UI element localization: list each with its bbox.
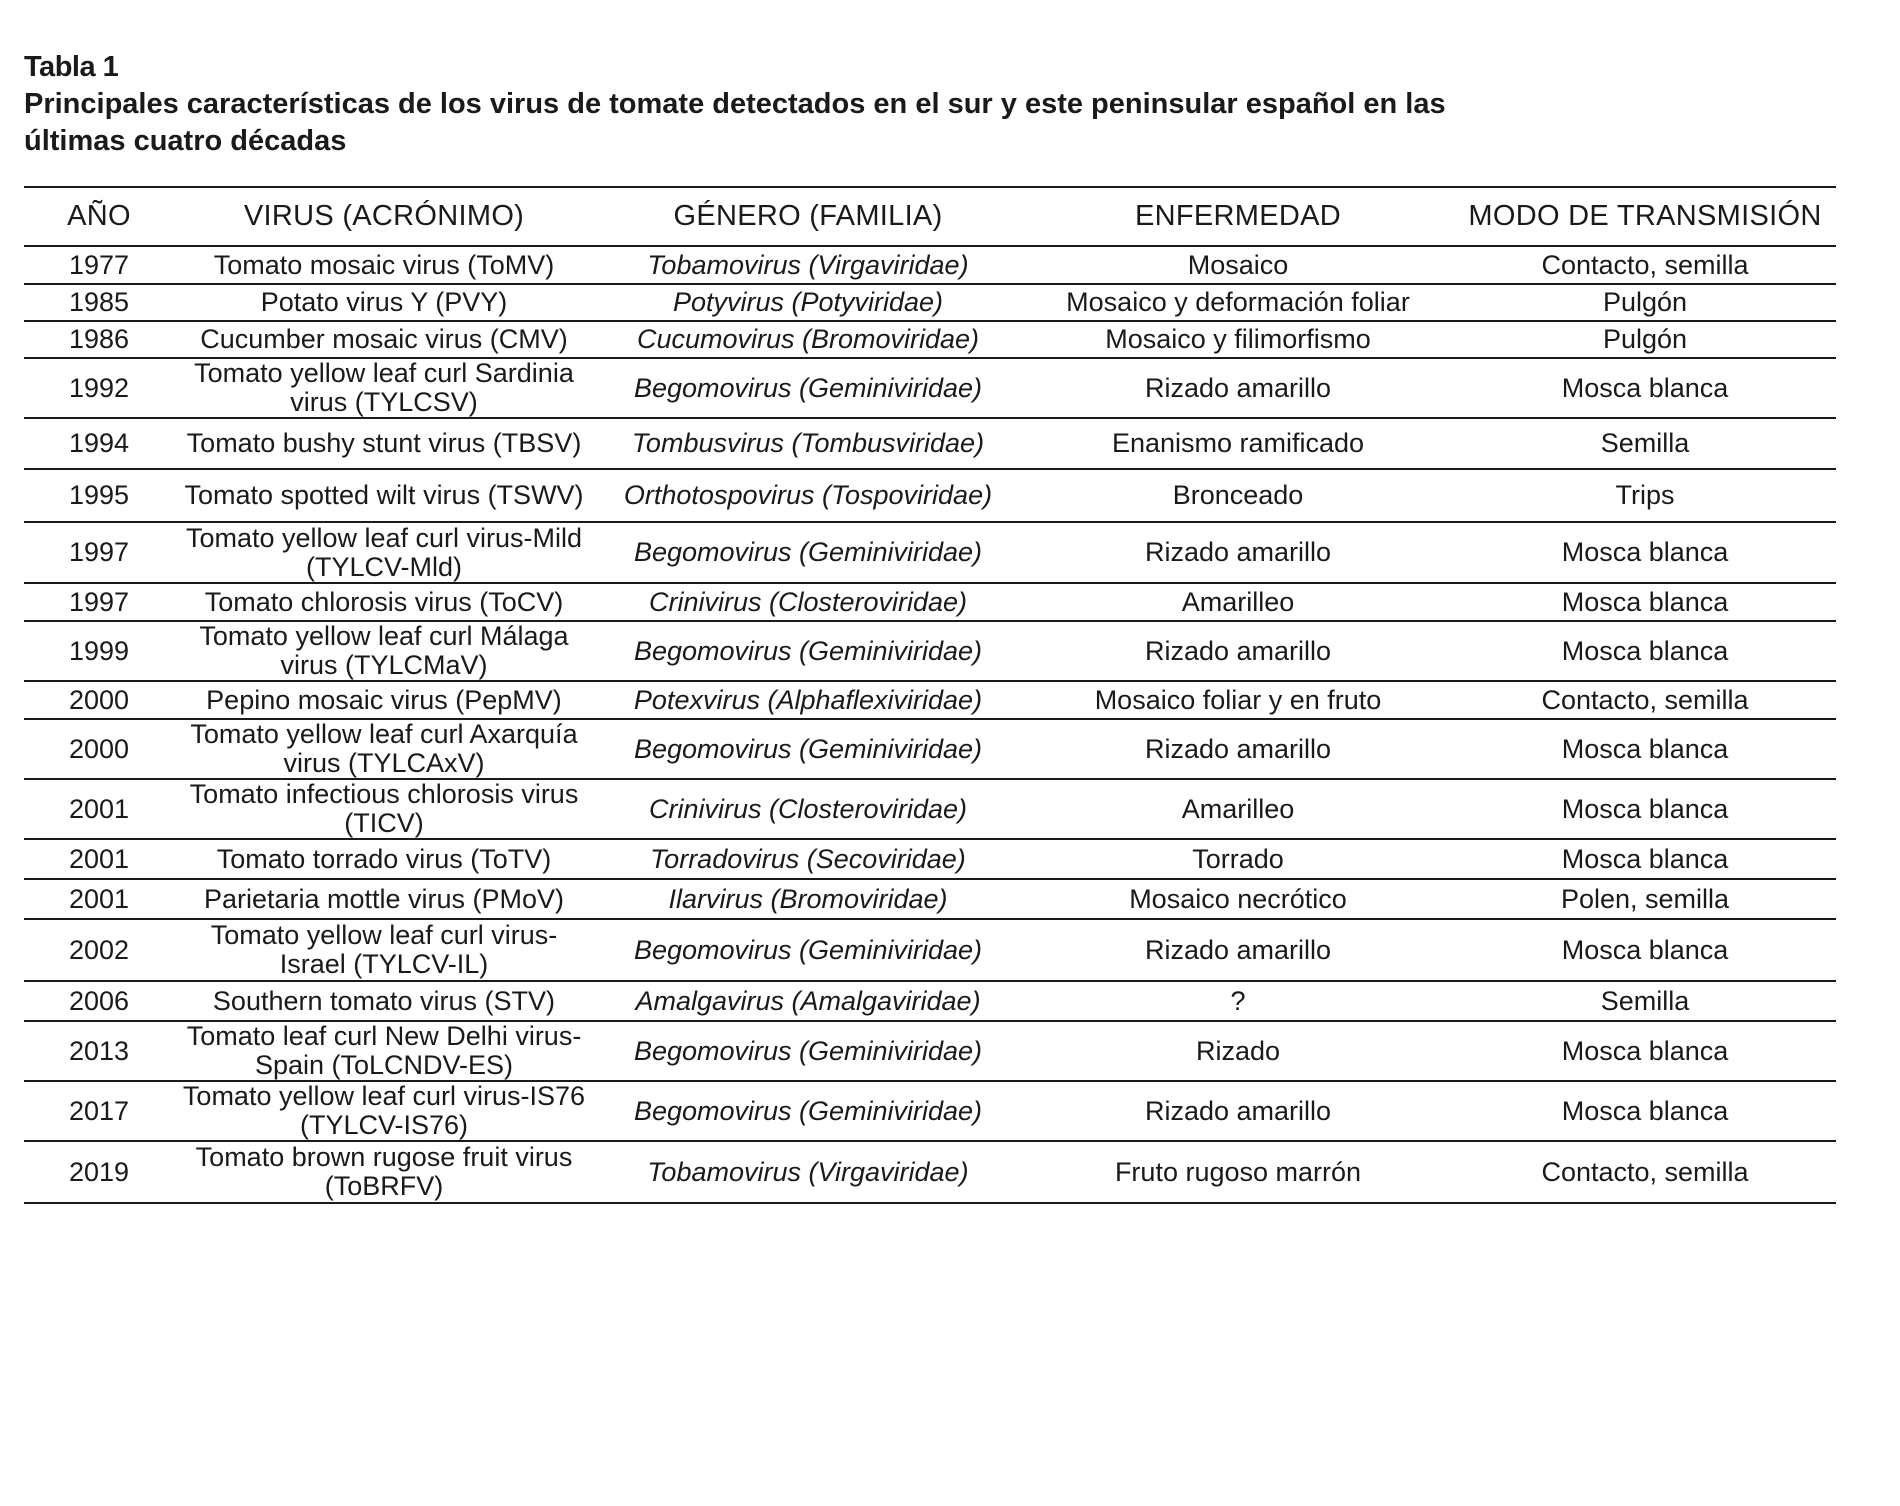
disease-cell: Amarilleo (1022, 779, 1454, 839)
genus-cell: Begomovirus (Geminiviridae) (594, 522, 1022, 583)
transmission-cell: Mosca blanca (1454, 1081, 1836, 1141)
header-transmission: MODO DE TRANSMISIÓN (1454, 187, 1836, 246)
disease-cell: Rizado amarillo (1022, 358, 1454, 418)
transmission-cell: Mosca blanca (1454, 779, 1836, 839)
virus-cell: Potato virus Y (PVY) (174, 284, 594, 321)
year-cell: 1995 (24, 469, 174, 522)
transmission-cell: Mosca blanca (1454, 621, 1836, 681)
year-cell: 2017 (24, 1081, 174, 1141)
year-cell: 2013 (24, 1021, 174, 1081)
year-cell: 1994 (24, 418, 174, 469)
transmission-cell: Mosca blanca (1454, 839, 1836, 879)
virus-cell: Tomato mosaic virus (ToMV) (174, 246, 594, 284)
table-row (24, 1081, 1836, 1141)
virus-cell: Cucumber mosaic virus (CMV) (174, 321, 594, 358)
table-row (24, 719, 1836, 779)
transmission-cell: Trips (1454, 469, 1836, 522)
year-cell: 2001 (24, 779, 174, 839)
virus-cell: Tomato yellow leaf curl Sardinia virus (TYLCSV) (174, 358, 594, 418)
disease-cell: Rizado amarillo (1022, 719, 1454, 779)
genus-cell: Cucumovirus (Bromoviridae) (594, 321, 1022, 358)
header-virus: VIRUS (ACRÓNIMO) (174, 187, 594, 246)
genus-cell: Orthotospovirus (Tospoviridae) (594, 469, 1022, 522)
table-row (24, 981, 1836, 1021)
virus-cell: Tomato infectious chlorosis virus (TICV) (174, 779, 594, 839)
virus-cell: Tomato yellow leaf curl Axarquía virus (TYLCAxV) (174, 719, 594, 779)
year-cell: 1985 (24, 284, 174, 321)
year-cell: 1986 (24, 321, 174, 358)
transmission-cell: Polen, semilla (1454, 879, 1836, 919)
transmission-cell: Mosca blanca (1454, 1021, 1836, 1081)
virus-cell: Tomato spotted wilt virus (TSWV) (174, 469, 594, 522)
table-row (24, 418, 1836, 469)
header-row (24, 187, 1836, 246)
disease-cell: Rizado amarillo (1022, 1081, 1454, 1141)
virus-cell: Tomato leaf curl New Delhi virus-Spain (ToLCNDV-ES) (174, 1021, 594, 1081)
transmission-cell: Mosca blanca (1454, 583, 1836, 621)
disease-cell: Rizado amarillo (1022, 621, 1454, 681)
transmission-cell: Mosca blanca (1454, 358, 1836, 418)
year-cell: 1992 (24, 358, 174, 418)
year-cell: 1997 (24, 583, 174, 621)
year-cell: 2001 (24, 839, 174, 879)
genus-cell: Potyvirus (Potyviridae) (594, 284, 1022, 321)
genus-cell: Begomovirus (Geminiviridae) (594, 719, 1022, 779)
virus-cell: Tomato yellow leaf curl Málaga virus (TYLCMaV) (174, 621, 594, 681)
transmission-cell: Mosca blanca (1454, 719, 1836, 779)
transmission-cell: Pulgón (1454, 321, 1836, 358)
year-cell: 1997 (24, 522, 174, 583)
virus-table (24, 186, 1836, 1204)
transmission-cell: Mosca blanca (1454, 919, 1836, 981)
transmission-cell: Semilla (1454, 418, 1836, 469)
genus-cell: Begomovirus (Geminiviridae) (594, 621, 1022, 681)
virus-cell: Tomato brown rugose fruit virus (ToBRFV) (174, 1141, 594, 1203)
transmission-cell: Contacto, semilla (1454, 681, 1836, 719)
table-row (24, 1141, 1836, 1203)
genus-cell: Crinivirus (Closteroviridae) (594, 583, 1022, 621)
genus-cell: Begomovirus (Geminiviridae) (594, 1081, 1022, 1141)
table-row (24, 919, 1836, 981)
transmission-cell: Contacto, semilla (1454, 1141, 1836, 1203)
disease-cell: Rizado (1022, 1021, 1454, 1081)
genus-cell: Begomovirus (Geminiviridae) (594, 358, 1022, 418)
genus-cell: Potexvirus (Alphaflexiviridae) (594, 681, 1022, 719)
disease-cell: Enanismo ramificado (1022, 418, 1454, 469)
virus-cell: Pepino mosaic virus (PepMV) (174, 681, 594, 719)
table-row (24, 839, 1836, 879)
virus-cell: Tomato bushy stunt virus (TBSV) (174, 418, 594, 469)
transmission-cell: Contacto, semilla (1454, 246, 1836, 284)
disease-cell: Rizado amarillo (1022, 522, 1454, 583)
table-row (24, 321, 1836, 358)
disease-cell: Torrado (1022, 839, 1454, 879)
table-row (24, 522, 1836, 583)
table-row (24, 358, 1836, 418)
disease-cell: Amarilleo (1022, 583, 1454, 621)
virus-cell: Southern tomato virus (STV) (174, 981, 594, 1021)
virus-cell: Tomato torrado virus (ToTV) (174, 839, 594, 879)
table-row (24, 621, 1836, 681)
year-cell: 2001 (24, 879, 174, 919)
table-body (24, 246, 1836, 1203)
virus-cell: Tomato yellow leaf curl virus-Mild (TYLCV-Mld) (174, 522, 594, 583)
header-year: AÑO (24, 187, 174, 246)
header-disease: ENFERMEDAD (1022, 187, 1454, 246)
virus-cell: Parietaria mottle virus (PMoV) (174, 879, 594, 919)
disease-cell: ? (1022, 981, 1454, 1021)
table-label: Tabla 1 (24, 51, 119, 83)
genus-cell: Torradovirus (Secoviridae) (594, 839, 1022, 879)
disease-cell: Mosaico necrótico (1022, 879, 1454, 919)
year-cell: 2019 (24, 1141, 174, 1203)
disease-cell: Mosaico y deformación foliar (1022, 284, 1454, 321)
year-cell: 2006 (24, 981, 174, 1021)
disease-cell: Rizado amarillo (1022, 919, 1454, 981)
table-row (24, 779, 1836, 839)
genus-cell: Begomovirus (Geminiviridae) (594, 919, 1022, 981)
table-caption: Principales características de los virus de tomate detectados en el sur y este peninsular español en las últimas cuatro décadas (24, 88, 1446, 157)
disease-cell: Mosaico y filimorfismo (1022, 321, 1454, 358)
year-cell: 2000 (24, 719, 174, 779)
year-cell: 1977 (24, 246, 174, 284)
table-row (24, 284, 1836, 321)
virus-cell: Tomato yellow leaf curl virus-Israel (TYLCV-IL) (174, 919, 594, 981)
table-row (24, 246, 1836, 284)
transmission-cell: Semilla (1454, 981, 1836, 1021)
year-cell: 2002 (24, 919, 174, 981)
transmission-cell: Mosca blanca (1454, 522, 1836, 583)
table-row (24, 879, 1836, 919)
genus-cell: Tombusvirus (Tombusviridae) (594, 418, 1022, 469)
disease-cell: Mosaico foliar y en fruto (1022, 681, 1454, 719)
table-row (24, 681, 1836, 719)
transmission-cell: Pulgón (1454, 284, 1836, 321)
genus-cell: Amalgavirus (Amalgaviridae) (594, 981, 1022, 1021)
genus-cell: Begomovirus (Geminiviridae) (594, 1021, 1022, 1081)
table-row (24, 1021, 1836, 1081)
virus-cell: Tomato yellow leaf curl virus-IS76 (TYLCV-IS76) (174, 1081, 594, 1141)
disease-cell: Bronceado (1022, 469, 1454, 522)
genus-cell: Ilarvirus (Bromoviridae) (594, 879, 1022, 919)
table-row (24, 583, 1836, 621)
table-row (24, 469, 1836, 522)
year-cell: 2000 (24, 681, 174, 719)
genus-cell: Tobamovirus (Virgaviridae) (594, 1141, 1022, 1203)
genus-cell: Tobamovirus (Virgaviridae) (594, 246, 1022, 284)
genus-cell: Crinivirus (Closteroviridae) (594, 779, 1022, 839)
virus-cell: Tomato chlorosis virus (ToCV) (174, 583, 594, 621)
disease-cell: Mosaico (1022, 246, 1454, 284)
year-cell: 1999 (24, 621, 174, 681)
disease-cell: Fruto rugoso marrón (1022, 1141, 1454, 1203)
header-genus: GÉNERO (FAMILIA) (594, 187, 1022, 246)
document (24, 50, 1836, 1204)
